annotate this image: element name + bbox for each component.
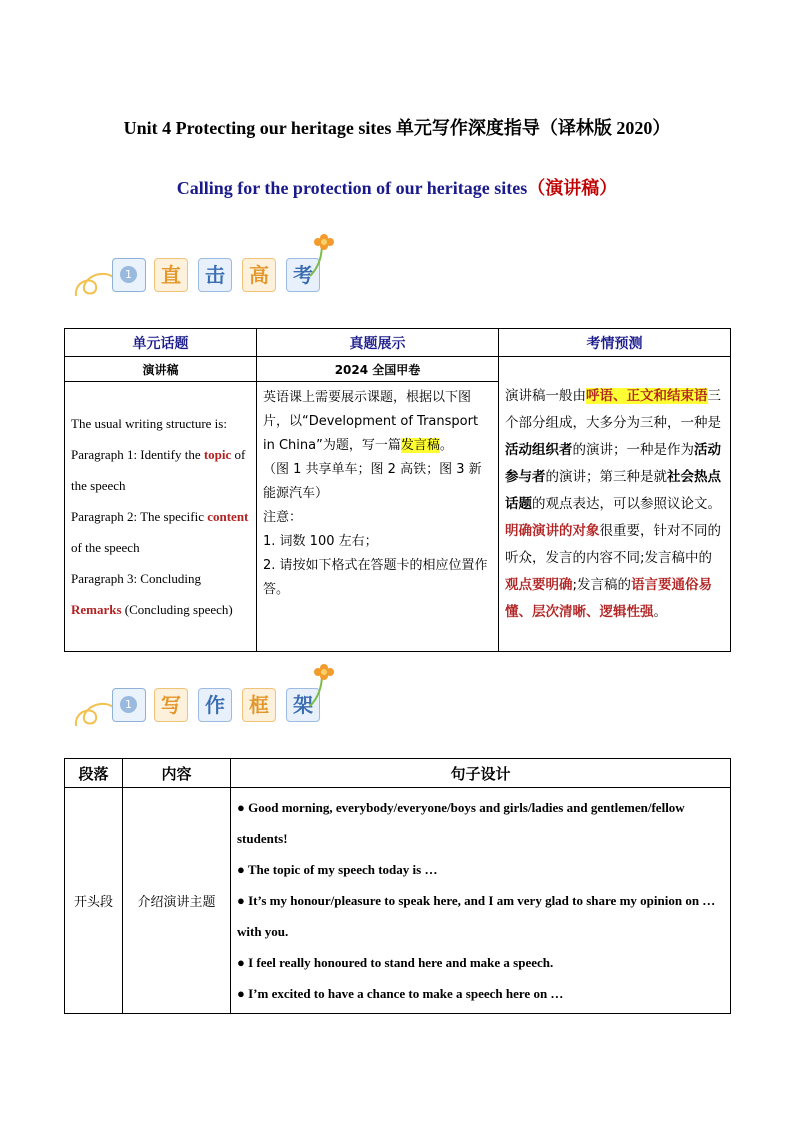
- section-number-badge: 1: [112, 688, 146, 722]
- header-paragraph: 段落: [65, 759, 123, 788]
- section-char: 击: [198, 258, 232, 292]
- subtitle-tag: （演讲稿）: [527, 178, 618, 198]
- section-number-badge: 1: [112, 258, 146, 292]
- document-title: Unit 4 Protecting our heritage sites 单元写作深度指导（译林版 2020）: [123, 118, 671, 138]
- sentence-item: ● I’m excited to have a chance to make a speech here on …: [237, 986, 564, 1001]
- structure-cell: The usual writing structure is: Paragraph 1: Identify the topic of the speech Paragraph 2: The specific content of the speech Paragraph 3: Concluding Remarks (Concluding speech): [65, 382, 257, 652]
- section-char: 架: [286, 688, 320, 722]
- paragraph-cell: 开头段: [65, 788, 123, 1014]
- header-sentence-design: 句子设计: [231, 759, 731, 788]
- section-char: 写: [154, 688, 188, 722]
- section-char: 框: [242, 688, 276, 722]
- framework-table: [64, 758, 731, 1014]
- header-unit-topic: 单元话题: [65, 329, 257, 357]
- content-cell: 介绍演讲主题: [123, 788, 231, 1014]
- section-char: 作: [198, 688, 232, 722]
- section-char: 直: [154, 258, 188, 292]
- sentence-item: ● I feel really honoured to stand here and make a speech.: [237, 955, 554, 970]
- sentence-item: ● Good morning, everybody/everyone/boys and girls/ladies and gentlemen/fellow students!: [237, 800, 685, 846]
- sub-topic: 演讲稿: [65, 357, 257, 382]
- section-banner-exam: [72, 234, 372, 294]
- exam-table: [64, 328, 731, 652]
- section-char: 高: [242, 258, 276, 292]
- header-prediction: 考情预测: [499, 329, 731, 357]
- prediction-cell: 演讲稿一般由呼语、正文和结束语三个部分组成，大多分为三种，一种是活动组织者的演讲；一种是作为活动参与者的演讲；第三种是就社会热点话题的观点表达，可以参照议论文。 明确演讲的对象很重要，针对不同的听众，发言的内容不同;发言稿中的观点要明确;发言稿的语言要通俗易懂、层次清晰、逻辑性强。: [499, 357, 731, 652]
- header-content: 内容: [123, 759, 231, 788]
- sentence-cell: [231, 788, 731, 1014]
- sentence-item: ● It’s my honour/pleasure to speak here, and I am very glad to share my opinion on … with you.: [237, 893, 716, 939]
- document-subtitle: [0, 174, 794, 200]
- flower-icon: [308, 660, 340, 708]
- flower-icon: [308, 230, 340, 278]
- section-banner-framework: [72, 664, 372, 724]
- sentence-item: ● The topic of my speech today is …: [237, 862, 438, 877]
- section-char: 考: [286, 258, 320, 292]
- sub-exam-source: 2024 全国甲卷: [257, 357, 499, 382]
- subtitle-main: Calling for the protection of our heritage sites: [176, 178, 528, 198]
- header-exam-question: 真题展示: [257, 329, 499, 357]
- exam-question-cell: 英语课上需要展示课题，根据以下图片，以“Development of Transport in China”为题，写一篇发言稿。 （图 1 共享单车；图 2 高铁；图 3 新能源汽车） 注意： 1. 词数 100 左右； 2. 请按如下格式在答题卡的相应位置作答。: [257, 382, 499, 652]
